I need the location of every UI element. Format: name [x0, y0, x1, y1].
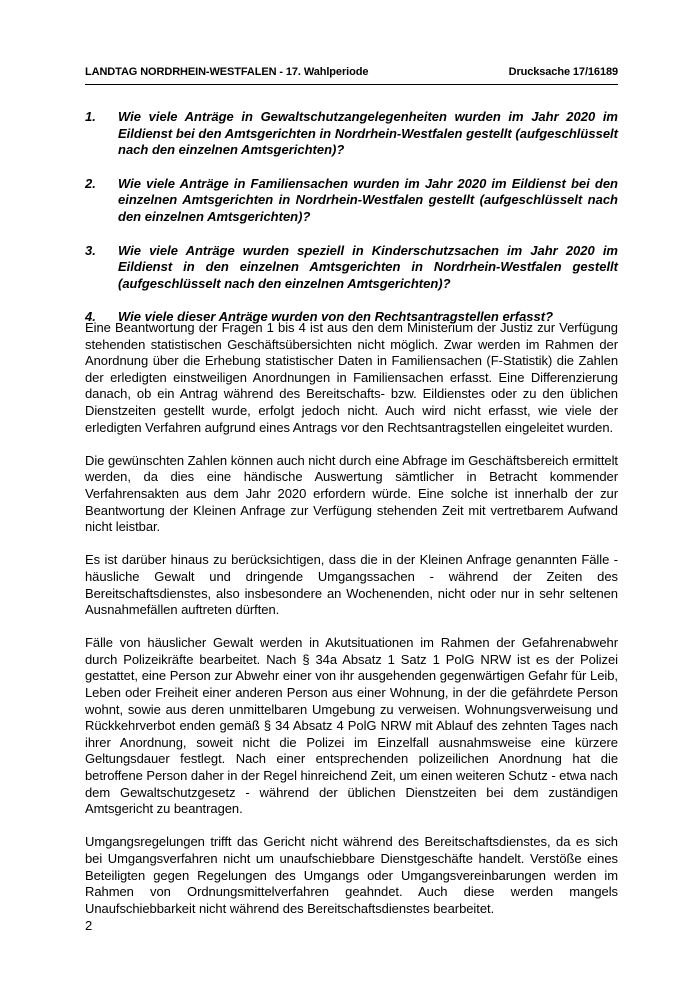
question-item	[85, 243, 618, 293]
answer-paragraph: Es ist darüber hinaus zu berücksichtigen, dass die in der Kleinen Anfrage genannten Fälle - häusliche Gewalt und dringende Umgangssachen - während der Zeiten des Bereitschaftsdienstes, also insbesondere an Wochenenden, nicht oder nur in sehr seltenen Ausnahmefällen auftreten dürften.	[85, 552, 618, 618]
question-number: 4.	[85, 309, 96, 325]
question-list	[85, 109, 618, 343]
question-number: 1.	[85, 109, 96, 124]
question-item	[85, 176, 618, 226]
page-header	[85, 66, 618, 82]
question-number: 3.	[85, 242, 96, 258]
question-text: Wie viele Anträge wurden speziell in Kinderschutzsachen im Jahr 2020 im Eildienst in den einzelnen Amtsgerichten in Nordrhein-Westfalen gestellt (aufgeschlüsselt nach den einzelnen Amtsgerichten)?	[118, 242, 618, 291]
answer-paragraph: Umgangsregelungen trifft das Gericht nicht während des Bereitschaftsdienstes, da es sich bei Umgangsverfahren nicht um unaufschiebbare Dienstgeschäfte handelt. Verstöße eines Beteiligten gegen Regelungen des Umgangs oder Umgangsvereinbarungen werden im Rahmen von Ordnungsmittelverfahren geahndet. Auch diese werden mangels Unaufschiebbarkeit nicht während des Bereitschaftsdienstes bearbeitet.	[85, 834, 618, 916]
header-divider	[85, 84, 618, 85]
question-item	[85, 109, 618, 159]
document-number: Drucksache 17/16189	[508, 66, 618, 78]
page-number: 2	[85, 918, 93, 933]
question-text: Wie viele dieser Anträge wurden von den Rechtsantragstellen erfasst?	[118, 309, 554, 325]
question-text: Wie viele Anträge in Familiensachen wurden im Jahr 2020 im Eildienst bei den einzelnen Amtsgerichten in Nordrhein-Westfalen gestellt (aufgeschlüsselt nach den einzelnen Amtsgerichten)?	[118, 175, 618, 224]
question-text: Wie viele Anträge in Gewaltschutzangelegenheiten wurden im Jahr 2020 im Eildienst bei den Amtsgerichten in Nordrhein-Westfalen gestellt (aufgeschlüsselt nach den einzelnen Amtsgerichten)?	[118, 109, 618, 158]
question-number: 2.	[85, 175, 96, 191]
answer-paragraph: Eine Beantwortung der Fragen 1 bis 4 ist aus den dem Ministerium der Justiz zur Verfügung stehenden statistischen Geschäftsübersichten nicht möglich. Zwar werden im Rahmen der Anordnung über die Erhebung statistischer Daten in Familiensachen (F-Statistik) die Zahlen der erledigten einstweiligen Anordnungen in Familiensachen erfasst. Eine Differenzierung danach, ob ein Antrag während des Bereitschafts- bzw. Eildienstes oder zu den üblichen Dienstzeiten gestellt wurde, erfolgt jedoch nicht. Auch wird nicht erfasst, wie viele der erledigten Verfahren aufgrund eines Antrags vor den Rechtsantragstellen eingeleitet wurden.	[85, 320, 618, 435]
answer-body	[85, 320, 618, 934]
answer-paragraph: Die gewünschten Zahlen können auch nicht durch eine Abfrage im Geschäftsbereich ermittelt werden, da dies eine händische Auswertung sämtlicher in Betracht kommender Verfahrensakten aus dem Jahr 2020 erfordern würde. Eine solche ist innerhalb der zur Beantwortung der Kleinen Anfrage zur Verfügung stehenden Zeit mit vertretbarem Aufwand nicht leistbar.	[85, 452, 618, 535]
parliament-title: LANDTAG NORDRHEIN-WESTFALEN - 17. Wahlperiode	[85, 66, 369, 78]
answer-paragraph: Fälle von häuslicher Gewalt werden in Akutsituationen im Rahmen der Gefahrenabwehr durch Polizeikräfte bearbeitet. Nach § 34a Absatz 1 Satz 1 PolG NRW ist es der Polizei gestattet, eine Person zur Abwehr einer von ihr ausgehenden gegenwärtigen Gefahr für Leib, Leben oder Freiheit einer anderen Person aus einer Wohnung, in der die gefährdete Person wohnt, sowie aus deren unmittelbaren Umgebung zu verweisen. Wohnungsverweisung und Rückkehrverbot enden gemäß § 34 Absatz 4 PolG NRW mit Ablauf des zehnten Tages nach ihrer Anordnung, soweit nicht die Polizei im Einzelfall ausnahmsweise eine kürzere Geltungsdauer festlegt. Nach einer entsprechenden polizeilichen Anordnung hat die betroffene Person daher in der Regel hinreichend Zeit, um einen weiteren Schutz - etwa nach dem Gewaltschutzgesetz - während der üblichen Dienstzeiten bei dem zuständigen Amtsgericht zu beantragen.	[85, 635, 618, 817]
